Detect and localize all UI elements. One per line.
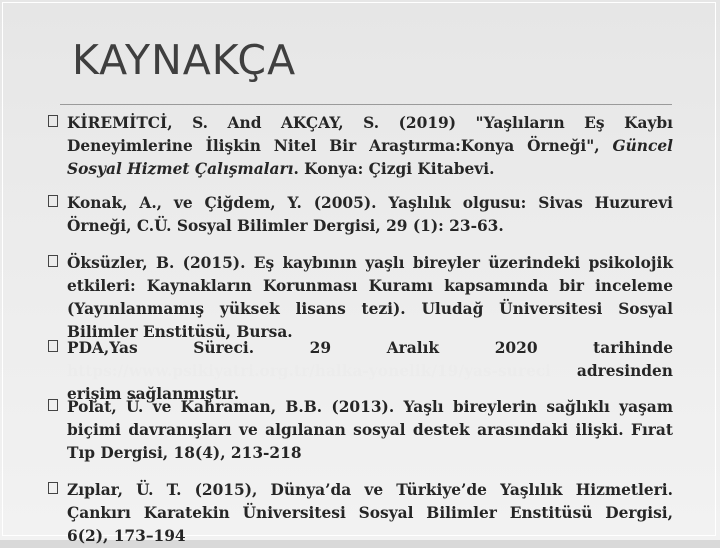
square-bullet-icon [48, 115, 58, 127]
square-bullet-icon [48, 340, 58, 352]
square-bullet-icon [48, 195, 58, 207]
reference-text: KİREMİTCİ, S. And AKÇAY, S. (2019) "Yaşlıların Eş Kaybı Deneyimlerine İlişkin Nitel Bir Araştırma:Konya Örneği", Güncel Sosyal Hizmet Çalışmaları. Konya: Çizgi Kitabevi. [67, 114, 673, 178]
reference-link[interactable]: https://www.psikiyatri.org.tr/halka-yonelik/19/yas-sureci [67, 362, 551, 380]
reference-text: Polat, Ü. ve Kahraman, B.B. (2013). Yaşlı bireylerin sağlıklı yaşam biçimi davranışları ve algılanan sosyal destek arasındaki ilişki. Fırat Tıp Dergisi, 18(4), 213-218 [67, 398, 673, 462]
reference-text: Öksüzler, B. (2015). Eş kaybının yaşlı bireyler üzerindeki psikolojik etkileri: Kaynakların Korunması Kuramı kapsamında bir inceleme (Yayınlanmamış yüksek lisans tezi). Uludağ Üniversitesi Sosyal Bilimler Enstitüsü, Bursa. [67, 254, 673, 341]
reference-text: Konak, A., ve Çiğdem, Y. (2005). Yaşlılık olgusu: Sivas Huzurevi Örneği, C.Ü. Sosyal Bilimler Dergisi, 29 (1): 23-63. [67, 194, 673, 235]
square-bullet-icon [48, 255, 58, 267]
slide-title: KAYNAKÇA [72, 36, 297, 84]
square-bullet-icon [48, 399, 58, 411]
reference-text: Zıplar, Ü. T. (2015), Dünya’da ve Türkiye’de Yaşlılık Hizmetleri. Çankırı Karatekin Üniversitesi Sosyal Bilimler Enstitüsü Dergisi, 6(2), 173–194 [67, 481, 673, 545]
title-divider [60, 104, 672, 105]
journal-title: Güncel Sosyal Hizmet Çalışmaları [67, 137, 673, 178]
reference-text: PDA,Yas Süreci. 29 Aralık 2020 tarihinde https://www.psikiyatri.org.tr/halka-yonelik/19/yas-sureci adresinden erişim sağlanmıştır. [67, 339, 673, 403]
square-bullet-icon [48, 482, 58, 494]
